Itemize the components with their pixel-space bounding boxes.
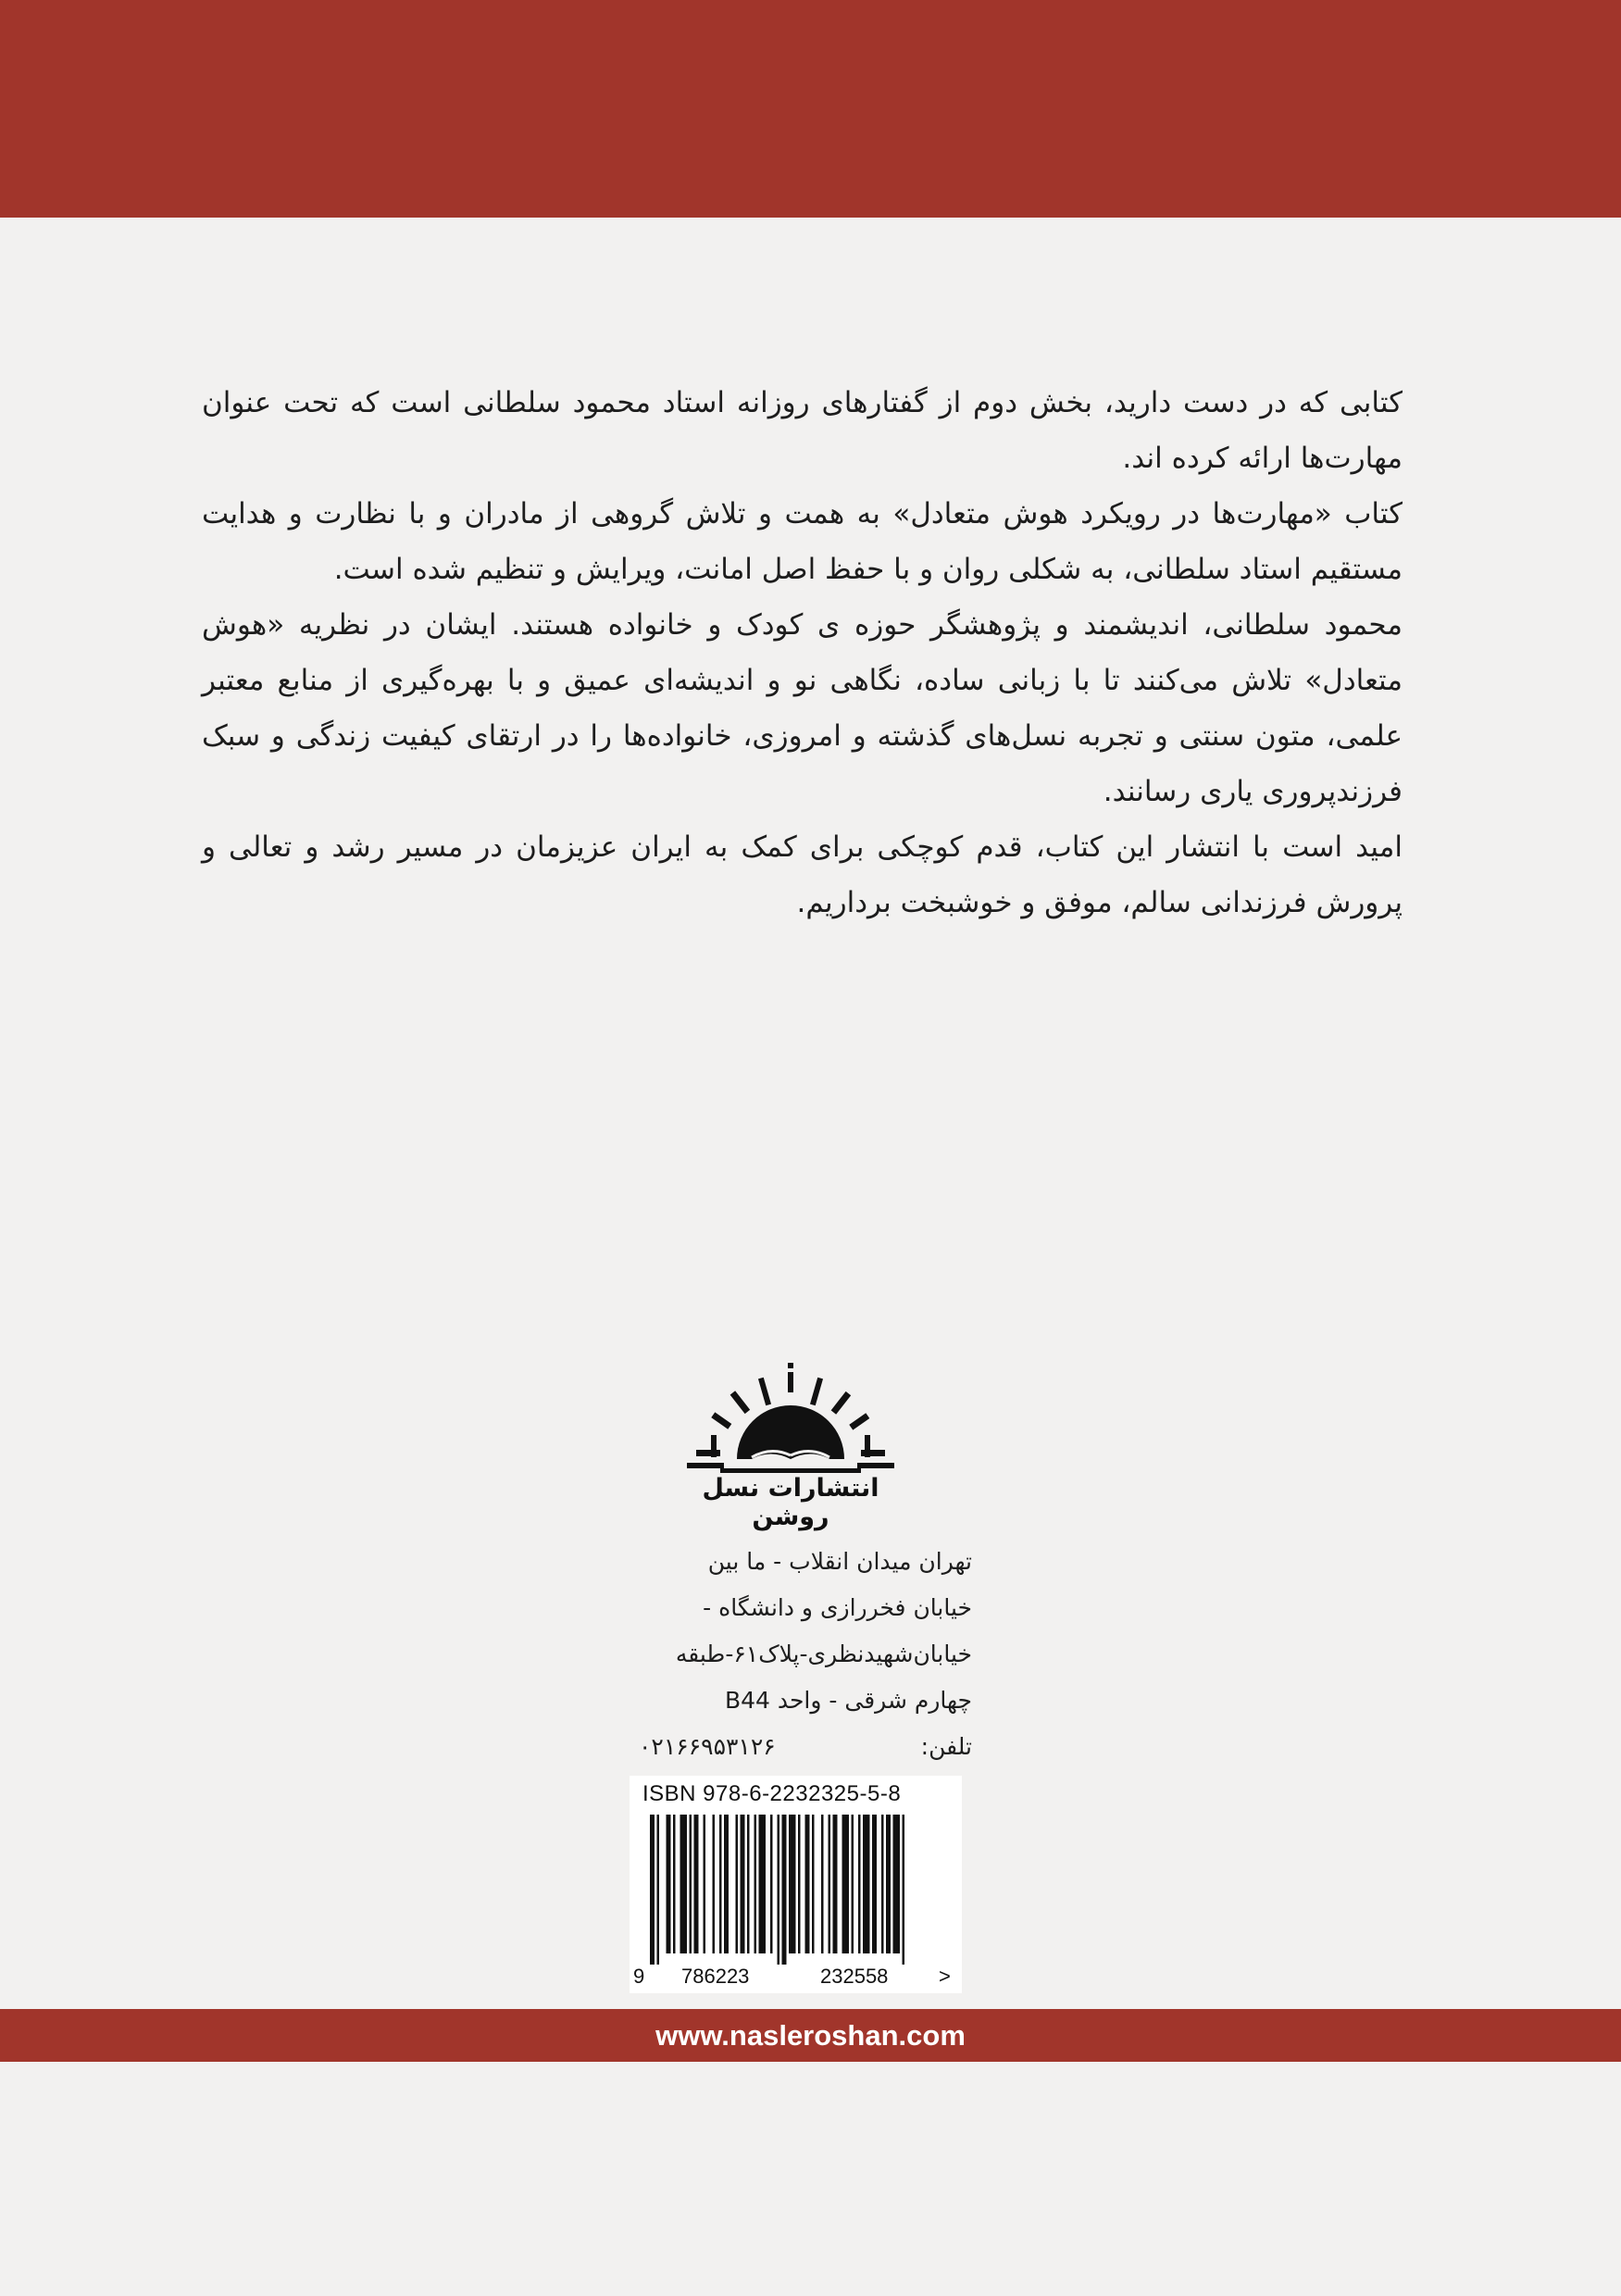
phone-label: تلفن: (920, 1733, 972, 1760)
address-line: تهران میدان انقلاب - ما بین (707, 1548, 972, 1575)
blurb-paragraph: کتاب «مهارت‌ها در رویکرد هوش متعادل» به همت و تلاش گروهی از مادران و با نظارت و هدایت مستقیم استاد سلطانی، به شکلی روان و با حفظ اصل امانت، ویرایش و تنظیم شده است. (202, 497, 1403, 586)
barcode-bar (842, 1815, 850, 1953)
top-color-band (0, 0, 1621, 218)
phone-row (639, 1724, 972, 1770)
barcode-bar (657, 1815, 660, 1965)
barcode-bar (747, 1815, 750, 1953)
website-link[interactable]: www.nasleroshan.com (655, 2019, 966, 2052)
address-line: خیابان‌شهیدنظری-پلاک۶۱-طبقه (675, 1641, 972, 1667)
barcode-bar (704, 1815, 706, 1953)
barcode-bar (872, 1815, 877, 1953)
barcode-bar (667, 1815, 671, 1953)
back-cover-blurb (202, 375, 1403, 930)
blurb-paragraph: محمود سلطانی، اندیشمند و پژوهشگر حوزه ی کودک و خانواده هستند. ایشان در نظریه «هوش متعادل» تلاش می‌کنند تا با زبانی ساده، نگاهی نو و اندیشه‌ای عمیق و با بهره‌گیری از منابع معتبر علمی، متون سنتی و تجربه نسل‌های گذشته و امروزی، خانواده‌ها را در ارتقای کیفیت زندگی و سبک فرزندپروری یاری رسانند. (202, 608, 1403, 808)
barcode-bar (770, 1815, 773, 1953)
publisher-address (639, 1539, 972, 1770)
barcode-bar (650, 1815, 655, 1965)
barcode-bar (789, 1815, 796, 1953)
barcode-bar (694, 1815, 699, 1953)
barcode-bar (778, 1815, 780, 1965)
barcode-bar (805, 1815, 810, 1953)
barcode-bar (741, 1815, 745, 1953)
blurb-paragraph: امید است با انتشار این کتاب، قدم کوچکی برای کمک به ایران عزیزمان در مسیر رشد و تعالی و پرورش فرزندانی سالم، موفق و خوشبخت برداریم. (202, 830, 1403, 919)
barcode-bar (821, 1815, 824, 1953)
barcode-bar (893, 1815, 901, 1953)
barcode-bar (724, 1815, 729, 1953)
barcode-bar (863, 1815, 870, 1953)
address-line: چهارم شرقی - واحد B44 (724, 1687, 972, 1714)
barcode-bar (754, 1815, 757, 1953)
barcode-bar (713, 1815, 716, 1953)
barcode-bar (673, 1815, 676, 1953)
barcode-bar (798, 1815, 801, 1953)
barcode-digits-left: 786223 (681, 1965, 750, 1988)
barcode-bar (829, 1815, 831, 1953)
barcode-bar (719, 1815, 722, 1953)
blurb-paragraph: کتابی که در دست دارید، بخش دوم از گفتارهای روزانه استاد محمود سلطانی است که تحت عنوان مهارت‌ها ارائه کرده اند. (202, 386, 1403, 475)
barcode-bar (852, 1815, 854, 1953)
phone-number: ۰۲۱۶۶۹۵۳۱۲۶ (639, 1733, 776, 1760)
address-line: خیابان فخررازی و دانشگاه - (703, 1594, 972, 1621)
isbn-barcode (630, 1776, 962, 1993)
barcode-bar (833, 1815, 838, 1953)
barcode-bar (736, 1815, 739, 1953)
rising-sun-book-icon (683, 1357, 898, 1478)
bottom-color-band (0, 2009, 1621, 2062)
barcode-bar (759, 1815, 767, 1953)
barcode-bar (858, 1815, 861, 1953)
barcode-bar (881, 1815, 884, 1953)
barcode-bar (782, 1815, 787, 1965)
barcode-bar (680, 1815, 688, 1953)
barcode-digit-first: 9 (633, 1965, 645, 1988)
barcode-bar (903, 1815, 905, 1965)
barcode-bar (812, 1815, 815, 1953)
publisher-name: انتشارات نسل روشن (702, 1474, 879, 1531)
isbn-label: ISBN 978-6-2232325-5-8 (642, 1781, 902, 1806)
barcode-bars (650, 1815, 946, 1965)
barcode-digit-end: > (939, 1965, 951, 1988)
barcode-bar (886, 1815, 891, 1953)
barcode-bar (690, 1815, 692, 1953)
barcode-digits-right: 232558 (820, 1965, 889, 1988)
